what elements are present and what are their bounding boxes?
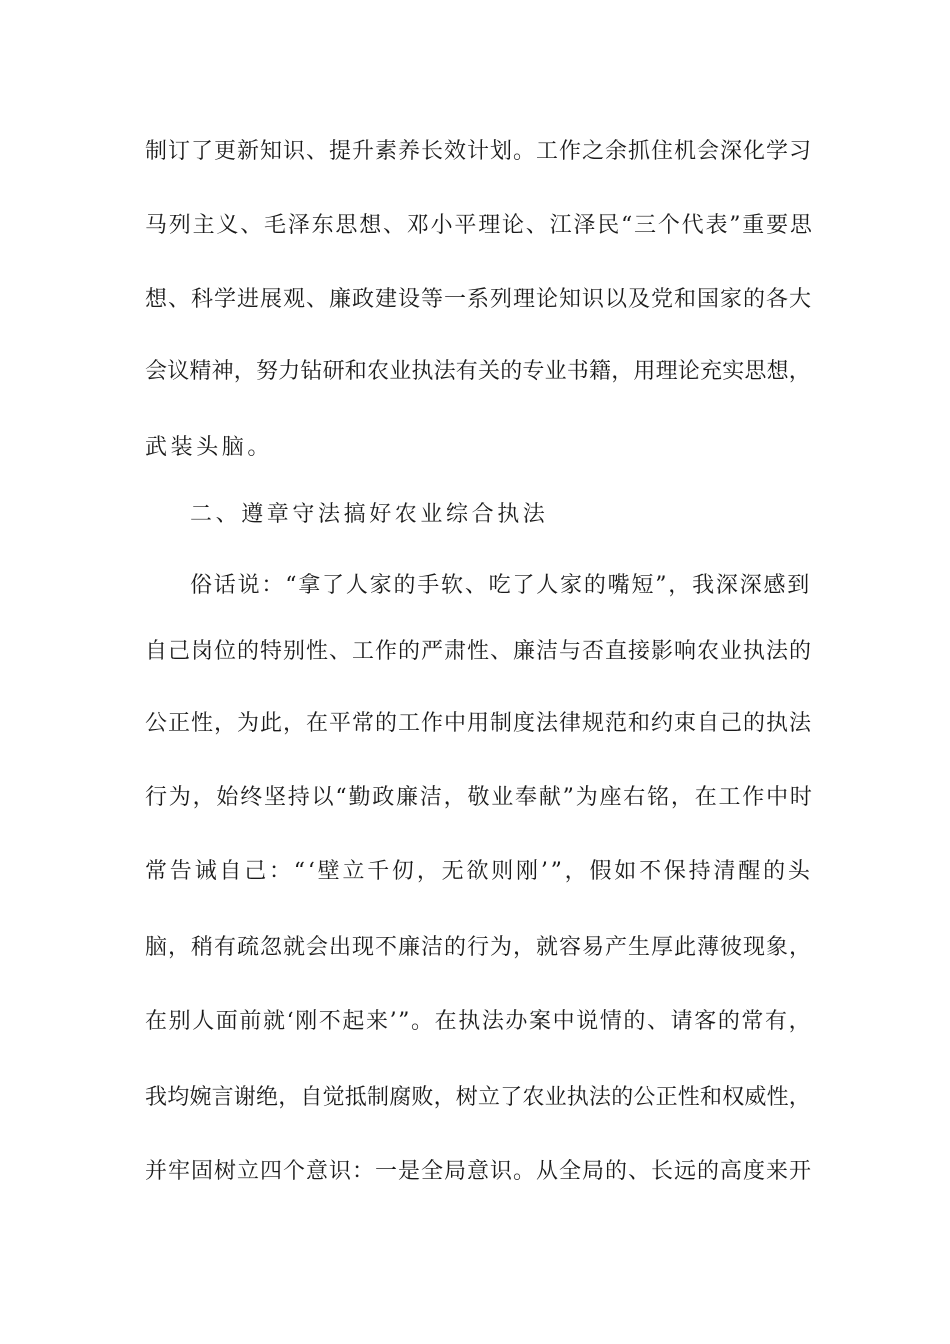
paragraph-line: 自己岗位的特别性、工作的严肃性、廉洁与否直接影响农业执法的 — [145, 639, 813, 664]
paragraph-line: 会议精神，努力钻研和农业执法有关的专业书籍，用理论充实思想， — [145, 359, 812, 384]
paragraph-line: 制订了更新知识、提升素养长效计划。工作之余抓住机会深化学习 — [145, 139, 813, 164]
paragraph-line: 想、科学进展观、廉政建设等一系列理论知识以及党和国家的各大 — [145, 287, 813, 312]
paragraph-line: 俗话说：“拿了人家的手软、吃了人家的嘴短”，我深深感到 — [190, 573, 812, 598]
paragraph-line: 并牢固树立四个意识：一是全局意识。从全局的、长远的高度来开 — [145, 1159, 813, 1184]
section-heading: 二、遵章守法搞好农业综合执法 — [190, 502, 549, 527]
paragraph-line: 常告诫自己：“‘壁立千仞，无欲则刚’”，假如不保持清醒的头 — [145, 859, 813, 884]
paragraph-line: 我均婉言谢绝，自觉抵制腐败，树立了农业执法的公正性和权威性， — [145, 1085, 812, 1110]
paragraph-line: 行为，始终坚持以“勤政廉洁，敬业奉献”为座右铭，在工作中时 — [145, 785, 814, 810]
paragraph-line: 在别人面前就‘刚不起来’”。在执法办案中说情的、请客的常有， — [145, 1009, 813, 1034]
paragraph-line: 武装头脑。 — [145, 435, 274, 460]
paragraph-line: 脑，稍有疏忽就会出现不廉洁的行为，就容易产生厚此薄彼现象， — [145, 935, 813, 960]
paragraph-line: 公正性，为此，在平常的工作中用制度法律规范和约束自己的执法 — [145, 711, 813, 736]
paragraph-line: 马列主义、毛泽东思想、邓小平理论、江泽民“三个代表”重要思 — [145, 213, 814, 238]
